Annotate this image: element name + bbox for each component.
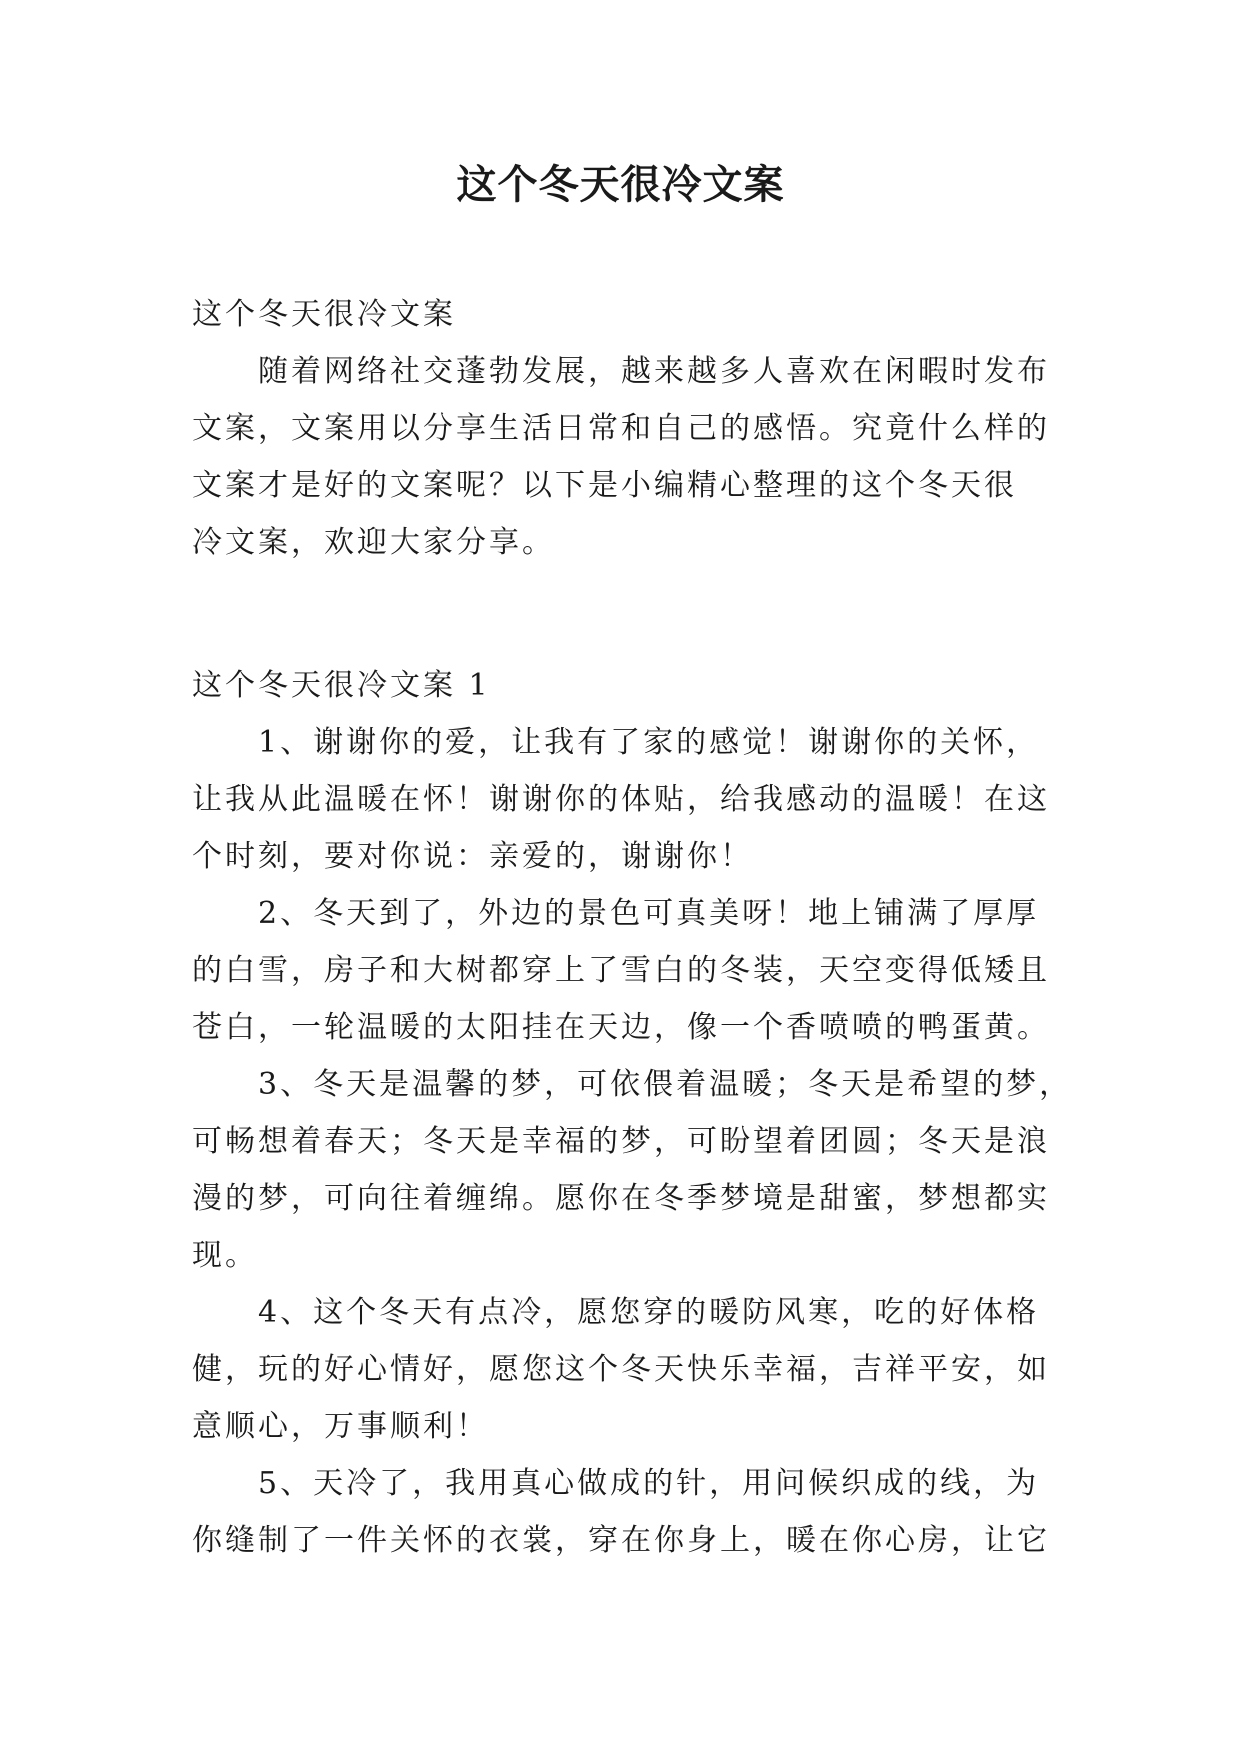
text-line: 5、天冷了，我用真心做成的针，用问候织成的线，为	[258, 1466, 1040, 1501]
text-line: 个时刻，要对你说：亲爱的，谢谢你！	[192, 839, 753, 874]
text-line: 随着网络社交蓬勃发展，越来越多人喜欢在闲暇时发布	[258, 354, 1050, 389]
text-line: 健，玩的好心情好，愿您这个冬天快乐幸福，吉祥平安，如	[192, 1352, 1050, 1387]
text-line: 文案，文案用以分享生活日常和自己的感悟。究竟什么样的	[192, 411, 1050, 446]
text-line: 文案才是好的文案呢？以下是小编精心整理的这个冬天很	[192, 468, 1017, 503]
text-line: 意顺心，万事顺利！	[192, 1409, 489, 1444]
text-line: 的白雪，房子和大树都穿上了雪白的冬装，天空变得低矮且	[192, 953, 1050, 988]
text-line: 苍白，一轮温暖的太阳挂在天边，像一个香喷喷的鸭蛋黄。	[192, 1010, 1050, 1045]
text-line: 让我从此温暖在怀！谢谢你的体贴，给我感动的温暖！在这	[192, 782, 1050, 817]
text-line: 3、冬天是温馨的梦，可依偎着温暖；冬天是希望的梦，	[258, 1067, 1073, 1102]
text-line: 这个冬天很冷文案 1	[192, 668, 491, 703]
document-body	[192, 286, 1073, 1569]
text-line: 可畅想着春天；冬天是幸福的梦，可盼望着团圆；冬天是浪	[192, 1124, 1050, 1159]
text-line: 4、这个冬天有点冷，愿您穿的暖防风寒，吃的好体格	[258, 1295, 1040, 1330]
section-gap	[192, 587, 1062, 641]
text-line: 2、冬天到了，外边的景色可真美呀！地上铺满了厚厚	[258, 896, 1040, 931]
text-line: 现。	[192, 1238, 258, 1273]
text-line: 这个冬天很冷文案	[192, 297, 456, 332]
text-line: 1、谢谢你的爱，让我有了家的感觉！谢谢你的关怀，	[258, 725, 1040, 760]
document-title: 这个冬天很冷文案	[456, 161, 785, 208]
text-line: 你缝制了一件关怀的衣裳，穿在你身上，暖在你心房，让它	[192, 1523, 1050, 1558]
text-line: 冷文案，欢迎大家分享。	[192, 525, 555, 560]
text-line: 漫的梦，可向往着缠绵。愿你在冬季梦境是甜蜜，梦想都实	[192, 1181, 1050, 1216]
